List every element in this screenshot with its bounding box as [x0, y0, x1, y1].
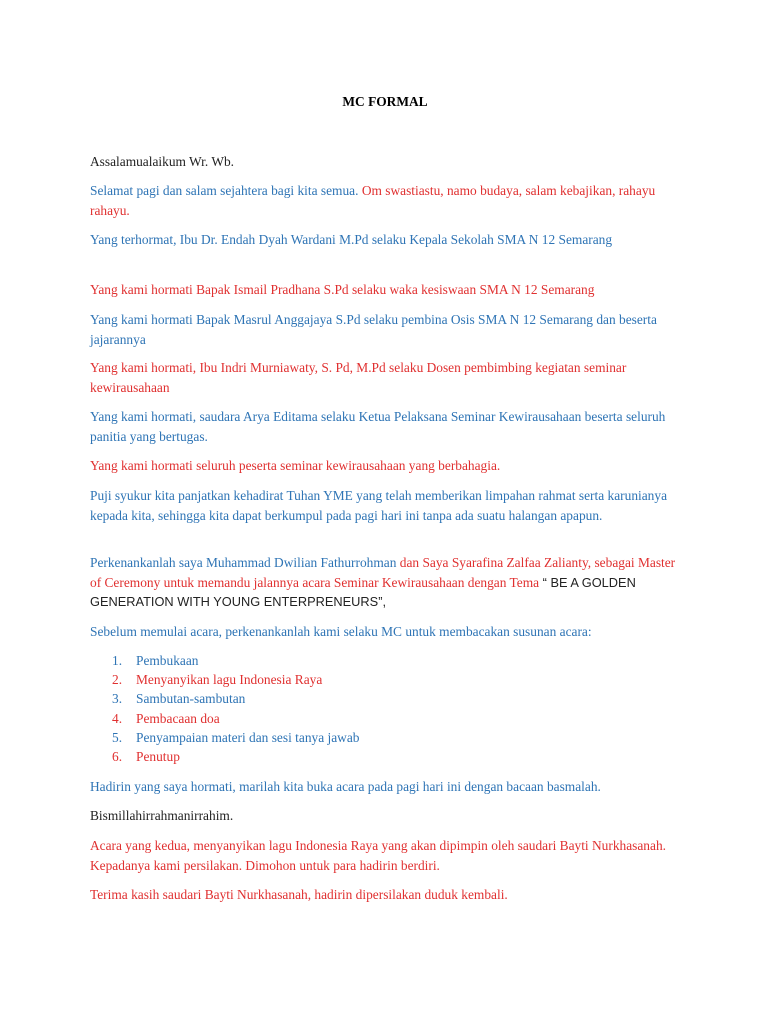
list-item: 2. Menyanyikan lagu Indonesia Raya: [112, 672, 323, 688]
anthem-paragraph: Acara yang kedua, menyanyikan lagu Indonesia Raya yang akan dipimpin oleh saudari Bayti Nurkhasanah. Kepadanya kami persilakan. Dimohon untuk para hadirin berdiri.: [90, 838, 666, 873]
basmalah-invitation: Hadirin yang saya hormati, marilah kita buka acara pada pagi hari ini dengan bacaan basmalah.: [90, 779, 601, 794]
basmalah: Bismillahirrahmanirrahim.: [90, 808, 234, 823]
opening-paragraph: [90, 181, 680, 220]
opening-text-red: Om swastiastu, namo budaya, salam kebajikan, rahayu rahayu.: [90, 183, 656, 218]
agenda-list: [90, 651, 359, 766]
seminar-theme: “ BE A GOLDEN GENERATION WITH YOUNG ENTERPRENEURS”,: [90, 574, 636, 609]
introduction-paragraph: [90, 553, 680, 612]
introduction-text-blue: Perkenankanlah saya Muhammad Dwilian Fathurrohman: [90, 555, 397, 570]
thanks-paragraph: Terima kasih saudari Bayti Nurkhasanah, hadirin dipersilakan duduk kembali.: [90, 887, 508, 902]
address-vice-principal: Yang kami hormati Bapak Ismail Pradhana S.Pd selaku waka kesiswaan SMA N 12 Semarang: [90, 282, 595, 297]
address-chairman: Yang kami hormati, saudara Arya Editama selaku Ketua Pelaksana Seminar Kewirausahaan beserta seluruh panitia yang bertugas.: [90, 409, 666, 444]
gratitude-paragraph: Puji syukur kita panjatkan kehadirat Tuhan YME yang telah memberikan limpahan rahmat serta karunianya kepada kita, sehingga kita dapat berkumpul pada pagi hari ini tanpa ada suatu halangan apapun.: [90, 488, 668, 523]
address-osis-advisor: Yang kami hormati Bapak Masrul Anggajaya S.Pd selaku pembina Osis SMA N 12 Semarang dan beserta jajarannya: [90, 312, 657, 347]
list-item: 4. Pembacaan doa: [112, 710, 220, 726]
address-participants: Yang kami hormati seluruh peserta seminar kewirausahaan yang berbahagia.: [90, 458, 501, 473]
list-item: 5. Penyampaian materi dan sesi tanya jawab: [112, 729, 360, 745]
greeting-paragraph: Assalamualaikum Wr. Wb.: [90, 154, 235, 169]
agenda-intro: Sebelum memulai acara, perkenankanlah kami selaku MC untuk membacakan susunan acara:: [90, 624, 592, 639]
list-item: 6. Penutup: [112, 749, 180, 765]
address-principal: Yang terhormat, Ibu Dr. Endah Dyah Wardani M.Pd selaku Kepala Sekolah SMA N 12 Semarang: [90, 232, 613, 247]
page-title: MC FORMAL: [342, 94, 428, 109]
list-item: 1. Pembukaan: [112, 653, 199, 668]
opening-text-blue: Selamat pagi dan salam sejahtera bagi kita semua.: [90, 183, 359, 198]
list-item: 3. Sambutan-sambutan: [112, 691, 246, 707]
address-lecturer: Yang kami hormati, Ibu Indri Murniawaty, S. Pd, M.Pd selaku Dosen pembimbing kegiatan seminar kewirausahaan: [90, 360, 627, 395]
introduction-text-red: dan Saya Syarafina Zalfaa Zalianty, sebagai Master of Ceremony untuk memandu jalannya acara Seminar Kewirausahaan dengan Tema: [90, 555, 676, 590]
